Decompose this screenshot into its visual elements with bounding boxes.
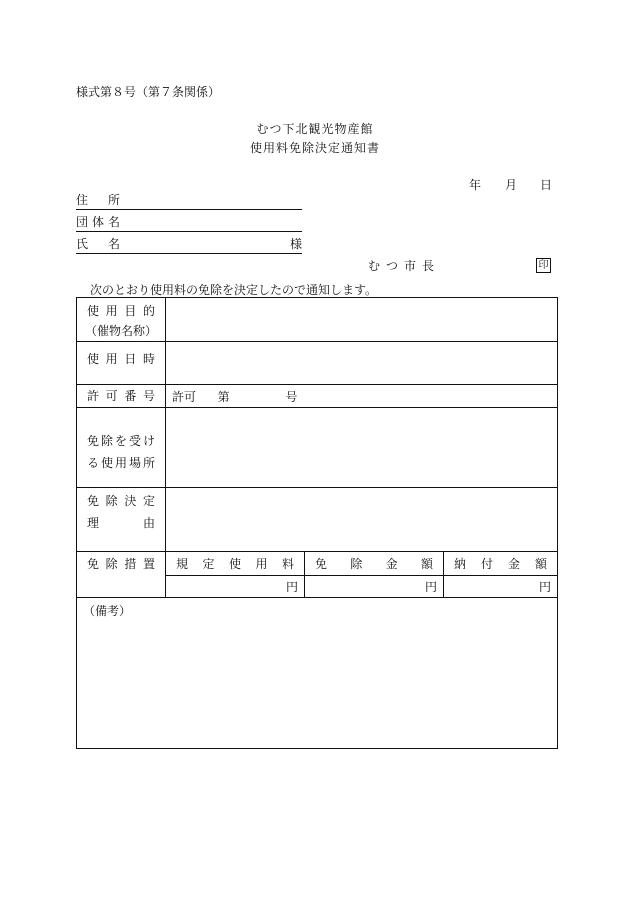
pay-label: 納付金額 — [454, 556, 548, 571]
exempt-header — [305, 552, 444, 576]
issuer-name: むつ市長 — [368, 259, 441, 273]
table-row — [77, 408, 558, 488]
reason-header — [77, 488, 166, 552]
table-row — [77, 385, 558, 408]
exempt-amount-cell[interactable] — [305, 576, 444, 598]
fee-yen: 円 — [285, 580, 298, 594]
table-row — [77, 342, 558, 385]
permit-prefix: 許可 — [172, 389, 197, 404]
remarks-label: （備考） — [83, 604, 132, 618]
purpose-input-cell[interactable] — [166, 298, 558, 342]
group-name-field[interactable] — [76, 215, 302, 232]
form-number: 様式第８号（第７条関係） — [76, 85, 221, 99]
name-label: 氏 名 — [76, 237, 125, 251]
place-label-1: 免除を受け — [87, 434, 155, 448]
date-year-label: 年 — [469, 178, 482, 192]
date-month-label: 月 — [505, 178, 518, 192]
date-day-label: 日 — [540, 178, 553, 192]
place-label-2: る使用場所 — [87, 456, 155, 470]
measure-header — [77, 552, 166, 598]
pay-header — [444, 552, 558, 576]
intro-text: 次のとおり使用料の免除を決定したので通知します。 — [90, 283, 378, 297]
measure-label: 免除措置 — [87, 557, 155, 571]
document-title-facility: むつ下北観光物産館 — [256, 122, 374, 136]
seal-stamp-box: 印 — [536, 258, 551, 273]
reason-label-1: 免除決定 — [87, 494, 155, 508]
place-header — [77, 408, 166, 488]
exemption-form-table — [76, 297, 558, 749]
purpose-label: 使用目的 — [87, 303, 155, 318]
fee-label: 規定使用料 — [176, 556, 294, 571]
exempt-yen: 円 — [424, 580, 437, 594]
reason-label-2: 理由 — [87, 516, 155, 530]
table-row — [77, 488, 558, 552]
permit-header — [77, 385, 166, 408]
pay-yen: 円 — [539, 580, 552, 594]
permit-label: 許可番号 — [87, 389, 155, 403]
pay-amount-cell[interactable] — [444, 576, 558, 598]
exempt-label: 免除金額 — [315, 556, 433, 571]
purpose-sub-label: （催物名称） — [84, 323, 157, 338]
table-row — [77, 298, 558, 342]
fee-header — [166, 552, 305, 576]
document-title: 使用料免除決定通知書 — [249, 141, 380, 155]
datetime-label: 使用日時 — [87, 352, 155, 366]
table-row — [77, 598, 558, 749]
name-field[interactable] — [76, 237, 302, 254]
permit-go: 号 — [285, 389, 298, 404]
address-field[interactable] — [76, 193, 302, 210]
place-input-cell[interactable] — [166, 408, 558, 488]
datetime-input-cell[interactable] — [166, 342, 558, 385]
permit-input-cell[interactable] — [166, 385, 558, 408]
address-label: 住 所 — [76, 193, 125, 207]
table-row — [77, 552, 558, 576]
honorific: 様 — [289, 237, 302, 251]
fee-amount-cell[interactable] — [166, 576, 305, 598]
reason-input-cell[interactable] — [166, 488, 558, 552]
purpose-header — [77, 298, 166, 342]
permit-dai: 第 — [217, 389, 230, 404]
group-name-label: 団体名 — [76, 215, 125, 229]
datetime-header — [77, 342, 166, 385]
remarks-cell[interactable] — [77, 598, 558, 749]
